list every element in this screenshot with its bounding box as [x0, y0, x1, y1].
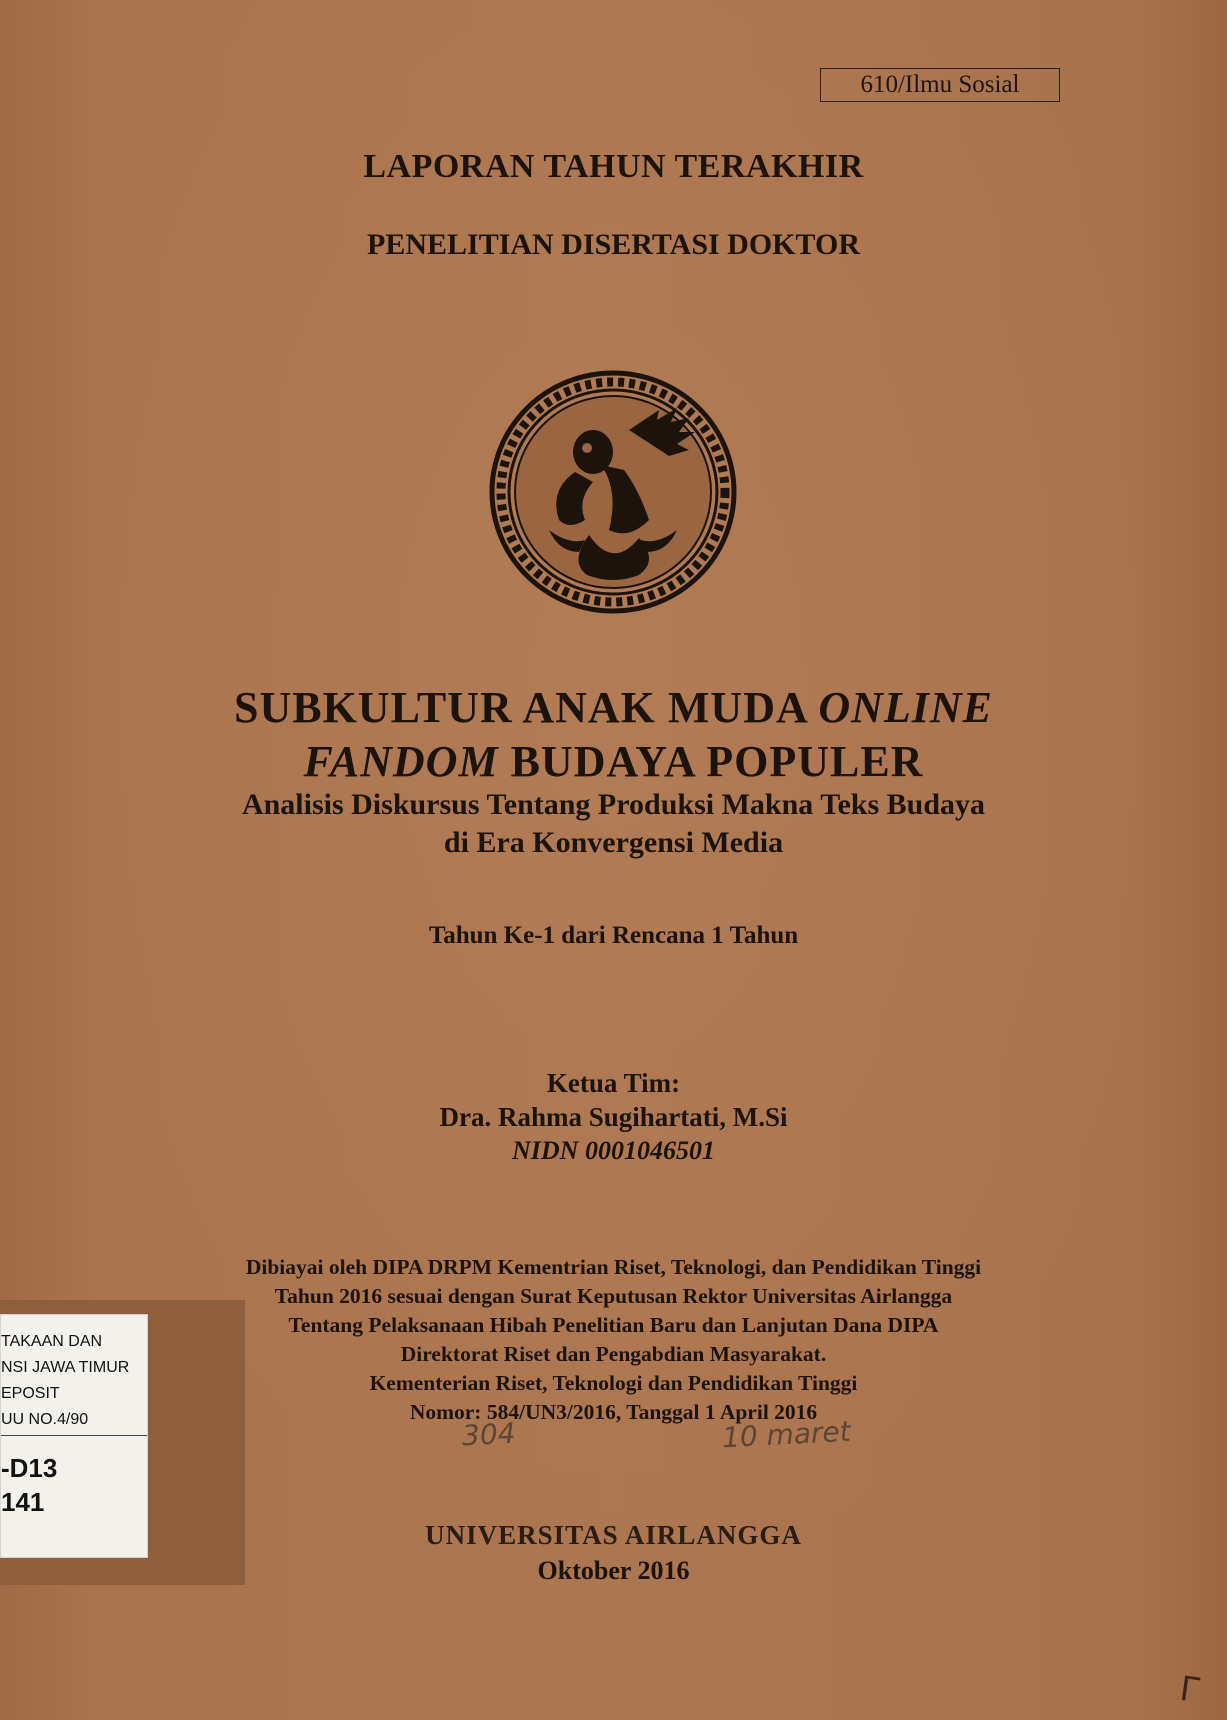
funding-line: Dibiayai oleh DIPA DRPM Kementrian Riset, Teknologi, dan Pendidikan Tinggi: [245, 1255, 982, 1279]
title-line-1-main: SUBKULTUR ANAK MUDA: [233, 683, 807, 732]
library-label-line: NSI JAWA TIMUR: [1, 1359, 130, 1376]
subtitle-line-1: Analisis Diskursus Tentang Produksi Makna Teks Budaya: [241, 788, 986, 821]
library-label-line: EPOSIT: [1, 1385, 60, 1402]
library-code: 141: [1, 1487, 45, 1517]
library-label-line: UU NO.4/90: [1, 1411, 89, 1428]
funding-line: Tahun 2016 sesuai dengan Surat Keputusan Rektor Universitas Airlangga: [274, 1284, 953, 1308]
funding-line: Tentang Pelaksanaan Hibah Penelitian Baru dan Lanjutan Dana DIPA: [288, 1313, 939, 1337]
catalog-number: 610/Ilmu Sosial: [860, 71, 1020, 98]
title-line-2-italic: FANDOM: [303, 737, 499, 786]
library-deposit-label: [0, 1314, 148, 1558]
title-line-2-main: BUDAYA POPULER: [510, 737, 924, 786]
title-line-1-italic: ONLINE: [818, 683, 994, 732]
catalog-number-box: [820, 68, 1060, 102]
year-plan: Tahun Ke-1 dari Rencana 1 Tahun: [428, 922, 799, 949]
funding-line: Kementerian Riset, Teknologi dan Pendidikan Tinggi: [369, 1371, 858, 1395]
label-divider: [1, 1435, 148, 1436]
report-type-heading: LAPORAN TAHUN TERAKHIR: [363, 148, 864, 185]
corner-scribble: ᒥ: [1177, 1668, 1202, 1712]
library-code: -D13: [1, 1453, 58, 1483]
publication-date: Oktober 2016: [537, 1556, 690, 1585]
subtitle-line-2: di Era Konvergensi Media: [443, 826, 784, 859]
handwritten-date: 10 maret: [721, 1414, 852, 1455]
team-lead-nidn: NIDN 0001046501: [512, 1136, 715, 1165]
team-lead-name: Dra. Rahma Sugihartati, M.Si: [439, 1102, 788, 1132]
library-label-line: TAKAAN DAN: [1, 1333, 103, 1350]
institution-name: UNIVERSITAS AIRLANGGA: [425, 1520, 802, 1550]
title-line-2: [0, 736, 1227, 787]
research-type-heading: PENELITIAN DISERTASI DOKTOR: [367, 228, 860, 261]
handwritten-number: 304: [461, 1416, 517, 1453]
university-seal-icon: [489, 370, 737, 614]
title-line-1: [0, 682, 1227, 733]
team-lead-label: Ketua Tim:: [546, 1068, 681, 1098]
funding-line: Direktorat Riset dan Pengabdian Masyarakat.: [400, 1342, 827, 1366]
funding-line: Nomor: 584/UN3/2016, Tanggal 1 April 2016: [409, 1400, 818, 1424]
